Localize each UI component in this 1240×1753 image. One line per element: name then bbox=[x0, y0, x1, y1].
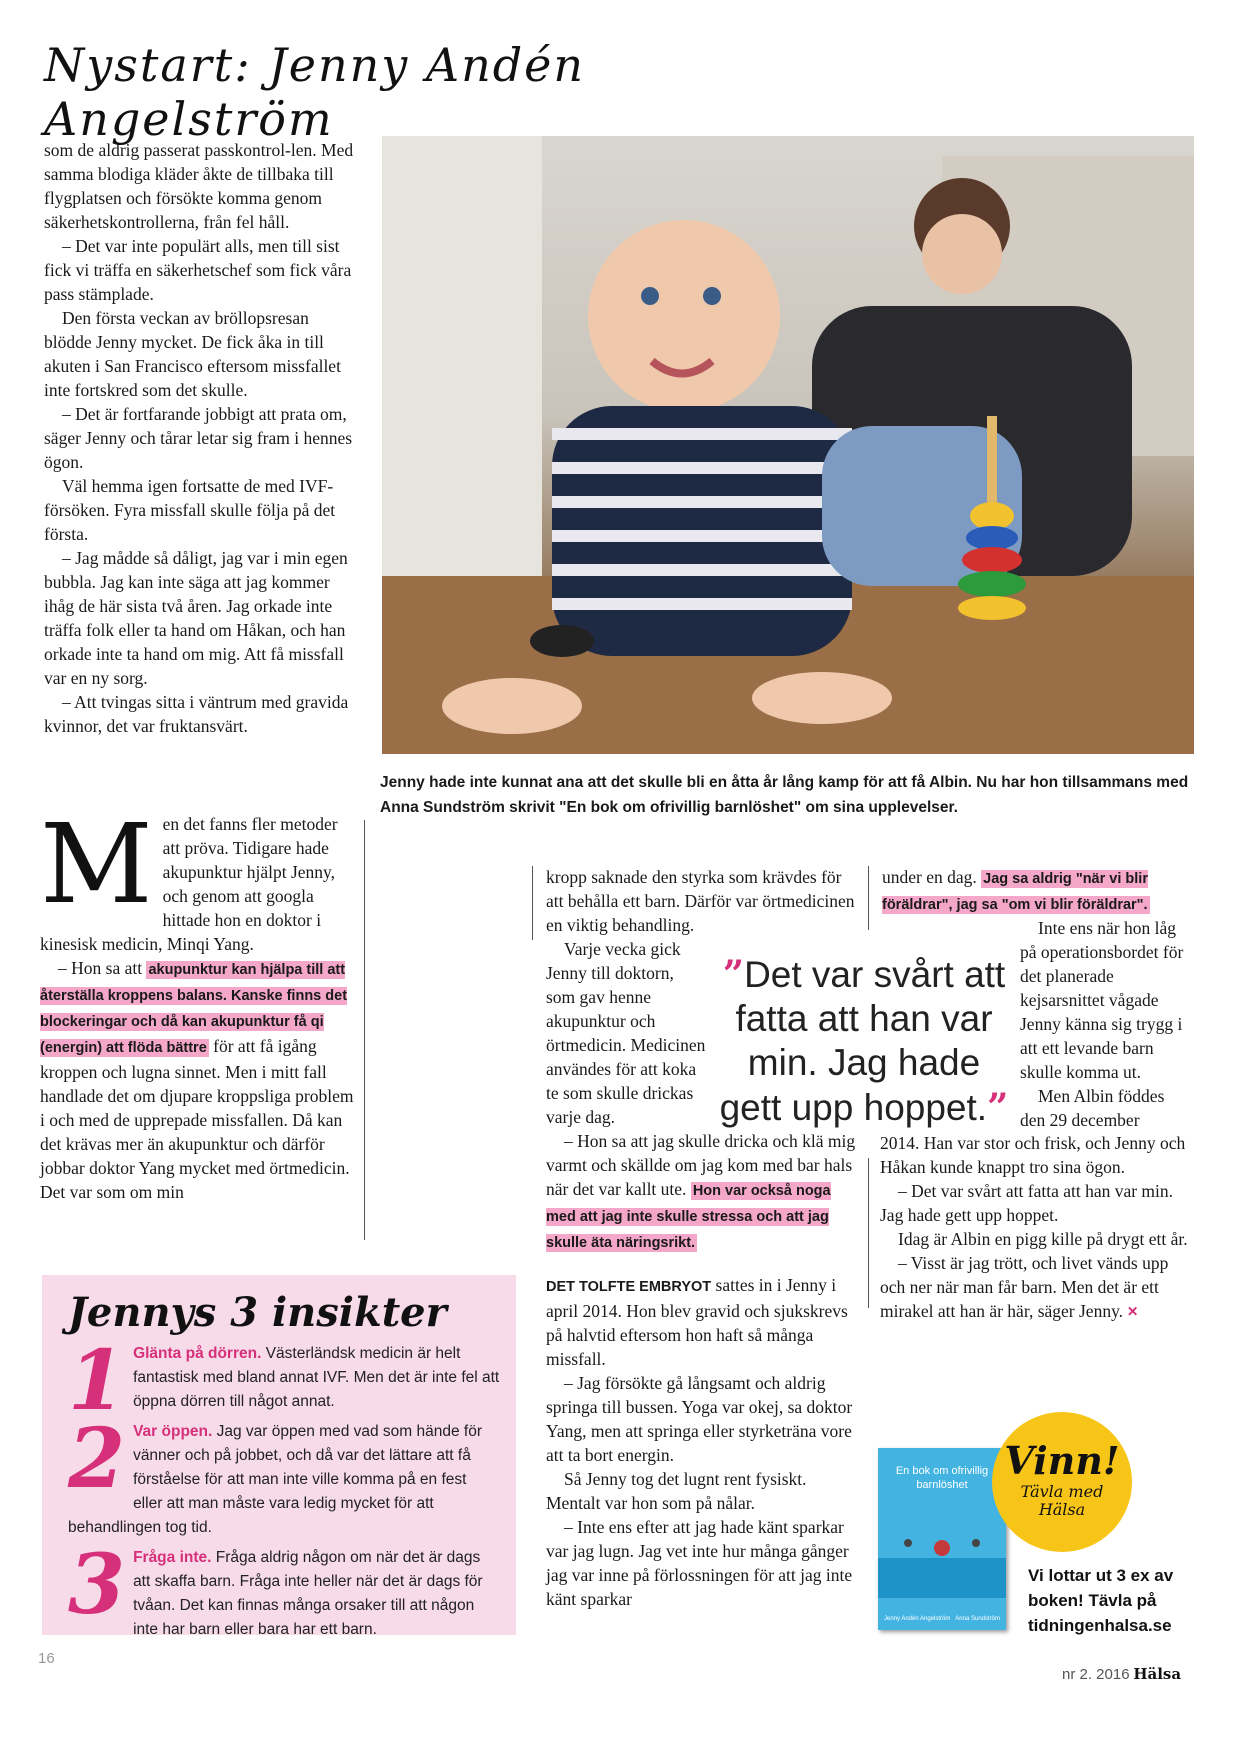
paragraph: 2014. Han var stor och frisk, och Jenny och Håkan kunde knappt tro sina ögon. bbox=[880, 1133, 1186, 1177]
book-author-left: Jenny Andén Angelström bbox=[884, 1616, 951, 1622]
contest-text: Vi lottar ut 3 ex av boken! Tävla på tidningenhalsa.se bbox=[1028, 1566, 1174, 1635]
highlight: akupunktur kan hjälpa till att återställa kroppens balans. Kanske finns det blockeringar och då kan akupunktur få qi (energin) att flöda bättre bbox=[40, 962, 348, 1056]
win-badge bbox=[992, 1412, 1132, 1552]
insights-box bbox=[42, 1275, 516, 1638]
column-1-section-2 bbox=[40, 800, 354, 1204]
paragraph: Idag är Albin en pigg kille på drygt ett år. bbox=[898, 1229, 1188, 1249]
column-divider bbox=[364, 820, 365, 1240]
column-3-wrap bbox=[1020, 916, 1192, 1132]
book-cover bbox=[878, 1448, 1006, 1630]
paragraph: Men Albin föddes den 29 december bbox=[1020, 1086, 1165, 1130]
paragraph: Så Jenny tog det lugnt rent fysiskt. Mentalt var hon som på nålar. bbox=[546, 1469, 807, 1513]
paragraph: – Hon sa att jag skulle dricka och klä mig varmt och skällde om jag kom med bar hals när det var kallt ute. Hon var också noga med att jag inte skulle stressa och att jag skulle äta näringsrikt. bbox=[546, 1131, 856, 1251]
insight-item: 3 Fråga inte. Fråga aldrig någon om när det är dags att skaffa barn. Fråga inte heller när det är dags för tvåan. Det kan finnas många orsaker till att någon inte har barn eller bara har ett barn. bbox=[68, 1537, 483, 1638]
insight-lead: Fråga inte. bbox=[133, 1549, 212, 1566]
paragraph: Den första veckan av bröllopsresan blödde Jenny mycket. De fick åka in till akuten i San Francisco eftersom missfallet inte fortskred som det skulle. bbox=[44, 308, 341, 400]
paragraph: en det fanns fler metoder att pröva. Tidigare hade akupunktur hjälpt Jenny, och genom att googla hittade hon en doktor i kinesisk medicin, Minqi Yang. bbox=[40, 814, 338, 954]
pull-quote-text: Det var svårt att fatta att han var min. Jag hade gett upp hoppet. bbox=[719, 954, 1006, 1128]
paragraph: Inte ens när hon låg på operationsbordet för det planerade kejsarsnittet vågade Jenny känna sig trygg i att ett levande barn skulle komma ut. bbox=[1020, 918, 1184, 1082]
photo-illustration bbox=[382, 136, 1194, 754]
insight-number: 2 bbox=[68, 1411, 126, 1507]
section-lead: DET TOLFTE EMBRYOT bbox=[546, 1279, 712, 1295]
book-author-right: Anna Sundström bbox=[955, 1616, 1000, 1622]
highlight: Jag sa aldrig "när vi blir föräldrar", jag sa "om vi blir föräldrar". bbox=[882, 871, 1148, 913]
book-illustration bbox=[878, 1518, 1006, 1598]
paragraph: Varje vecka gick Jenny till doktorn, som gav henne akupunktur och örtmedicin. Medicinen användes för att koka te som skulle drickas varje dag. bbox=[546, 939, 706, 1127]
insight-item: 1 Glänta på dörren. Västerländsk medicin är helt fantastisk med bland annat IVF. Men det är inte fel att öppna dörren till något annat. bbox=[68, 1333, 500, 1429]
paragraph: – Jag försökte gå långsamt och aldrig springa till bussen. Yoga var okej, sa doktor Yang, men att springa eller styrketräna vore att ta bort energin. bbox=[546, 1373, 853, 1465]
paragraph: som de aldrig passerat passkontrol-len. Med samma blodiga kläder åkte de tillbaka till flygplatsen och försökte komma genom säkerhetskontrollerna, från fel håll. bbox=[44, 140, 354, 232]
column-divider bbox=[868, 1158, 869, 1308]
paragraph: kropp saknade den styrka som krävdes för att behålla ett barn. Därför var örtmedicinen en viktig behandling. bbox=[546, 867, 855, 935]
column-2-top bbox=[546, 865, 856, 937]
photo-baby-and-mother bbox=[382, 136, 1194, 754]
page-number: 16 bbox=[38, 1650, 55, 1667]
badge-main: Vinn! bbox=[1004, 1438, 1120, 1483]
paragraph: DET TOLFTE EMBRYOT sattes in i Jenny i april 2014. Hon blev gravid och sjukskrevs på halvtid eftersom hon haft så många missfall. bbox=[546, 1275, 848, 1369]
insight-number: 3 bbox=[68, 1537, 126, 1633]
column-1-text bbox=[44, 138, 354, 738]
issue-label: nr 2. 2016 bbox=[1062, 1666, 1130, 1683]
column-3-bottom bbox=[880, 1131, 1192, 1323]
column-2-bottom bbox=[546, 1129, 856, 1611]
paragraph: – Visst är jag trött, och livet vänds upp och ner när man får barn. Men det är ett mirakel att han är här, säger Jenny. × bbox=[880, 1253, 1169, 1321]
insight-item: 2 Var öppen. Jag var öppen med vad som hände för vänner och på jobbet, och då var det lättare att få förståelse för att man inte ville komma på en fest eller att man måste vara ledig mycket för att behandlingen tog tid. bbox=[68, 1411, 483, 1536]
badge-sub: Tävla med Hälsa bbox=[1020, 1482, 1104, 1519]
page-title: Nystart: Jenny Andén Angelström bbox=[44, 38, 586, 146]
paragraph: Väl hemma igen fortsatte de med IVF-försöken. Fyra missfall skulle följa på det första. bbox=[44, 476, 336, 544]
insight-lead: Var öppen. bbox=[133, 1423, 213, 1440]
insight-number: 1 bbox=[68, 1333, 126, 1429]
book-title: En bok om ofrivillig barnlöshet bbox=[895, 1465, 989, 1491]
column-divider bbox=[868, 866, 869, 930]
paragraph: – Inte ens efter att jag hade känt sparkar var jag lugn. Jag vet inte hur många gånger jag var inne på förlossningen för att jag inte känt sparkar bbox=[546, 1517, 853, 1609]
quote-open-mark: ” bbox=[722, 952, 745, 996]
paragraph: – Det var svårt att fatta att han var min. Jag hade gett upp hoppet. bbox=[880, 1181, 1174, 1225]
insights-title: Jennys 3 insikter bbox=[68, 1289, 447, 1336]
photo-caption: Jenny hade inte kunnat ana att det skulle bli en åtta år lång kamp för att få Albin. Nu har hon tillsammans med Anna Sundström skrivit "En bok om ofrivillig barnlöshet" om sina upplevelser. bbox=[380, 774, 1189, 816]
drop-cap: M bbox=[40, 800, 153, 928]
pull-quote bbox=[712, 952, 1016, 1130]
paragraph: under en dag. Jag sa aldrig "när vi blir föräldrar", jag sa "om vi blir föräldrar". bbox=[882, 867, 1148, 913]
column-divider bbox=[532, 866, 533, 940]
paragraph: – Hon sa att akupunktur kan hjälpa till att återställa kroppens balans. Kanske finns det blockeringar och då kan akupunktur få qi (energin) att flöda bättre för att få igång kroppen och lugna sinnet. Men i mitt fall handlade det om djupare kroppsliga problem i och med de upprepade missfallen. Då kan det krävas mer än akupunktur och därför jobbar doktor Yang mycket med örtmedicin. Det var som om min bbox=[40, 958, 354, 1202]
column-3-top bbox=[882, 865, 1192, 917]
highlight: Hon var också noga med att jag inte skulle stressa och att jag skulle äta näringsrikt. bbox=[546, 1183, 831, 1251]
quote-close-mark: ” bbox=[987, 1085, 1009, 1129]
insight-lead: Glänta på dörren. bbox=[133, 1345, 262, 1362]
magazine-name: Hälsa bbox=[1133, 1665, 1182, 1683]
footer-issue bbox=[1062, 1665, 1181, 1684]
paragraph: – Det är fortfarande jobbigt att prata om, säger Jenny och tårar letar sig fram i hennes ögon. bbox=[44, 404, 353, 472]
paragraph: – Att tvingas sitta i väntrum med gravida kvinnor, det var fruktansvärt. bbox=[44, 692, 349, 736]
paragraph: – Det var inte populärt alls, men till sist fick vi träffa en säkerhetschef som fick våra pass stämplade. bbox=[44, 236, 352, 304]
paragraph: – Jag mådde så dåligt, jag var i min egen bubbla. Jag kan inte säga att jag kommer ihåg de här sista två åren. Jag orkade inte träffa folk eller ta hand om Håkan, och han orkade inte ta hand om mig. Att få missfall var en ny sorg. bbox=[44, 548, 348, 688]
column-2-wrap bbox=[546, 937, 706, 1129]
end-mark-icon: × bbox=[1127, 1301, 1138, 1321]
